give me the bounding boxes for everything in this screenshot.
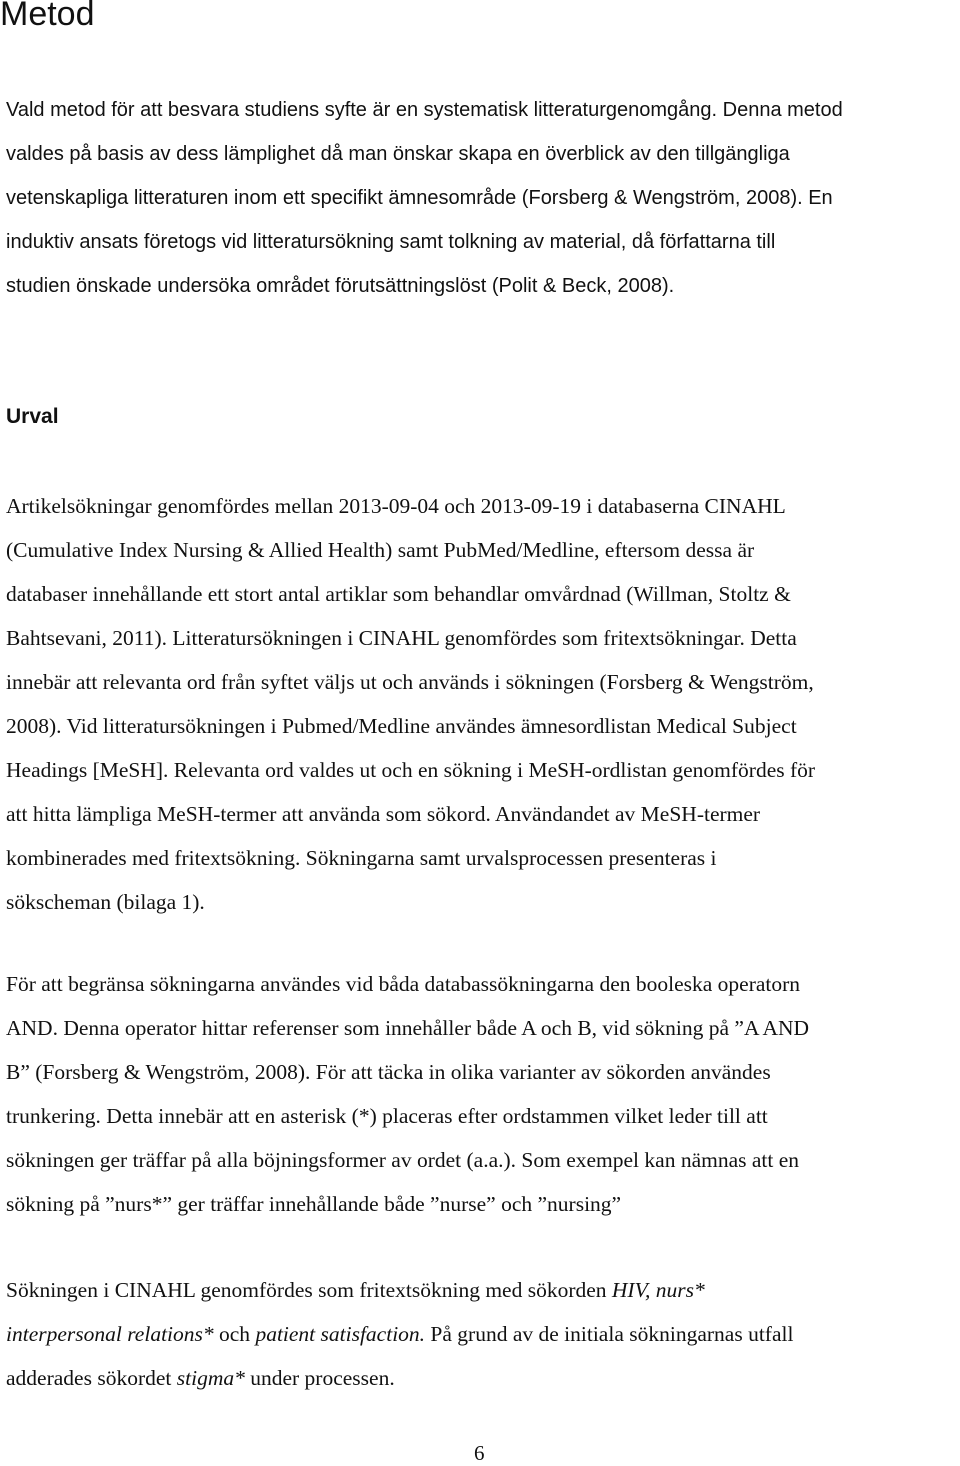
text-run: adderades sökordet [6,1366,177,1390]
text-line [6,1312,958,1356]
text-line: databaser innehållande ett stort antal artiklar som behandlar omvårdnad (Willman, Stoltz & [6,582,791,606]
text-line: trunkering. Detta innebär att en asterisk (*) placeras efter ordstammen vilket leder till att [6,1104,768,1128]
text-line: kombinerades med fritextsökning. Sökningarna samt urvalsprocessen presenteras i [6,846,717,870]
text-line: AND. Denna operator hittar referenser som innehåller både A och B, vid sökning på ”A AND [6,1016,810,1040]
section-heading-metod: Metod [0,0,95,33]
section-heading-urval: Urval [6,405,59,428]
text-line: 2008). Vid litteratursökningen i Pubmed/Medline användes ämnesordlistan Medical Subject [6,714,797,738]
page-number: 6 [474,1441,485,1465]
text-run: under processen. [244,1366,395,1390]
search-terms-italic: HIV, nurs* [611,1278,705,1302]
text-line: valdes på basis av dess lämplighet då man önskar skapa en överblick av den tillgängliga [6,143,790,165]
text-run: Sökningen i CINAHL genomfördes som fritextsökning med sökorden [6,1278,612,1302]
text-line: Headings [MeSH]. Relevanta ord valdes ut och en sökning i MeSH-ordlistan genomfördes för [6,758,816,782]
urval-paragraph-1 [6,484,958,924]
text-line: sökningen ger träffar på alla böjningsformer av ordet (a.a.). Som exempel kan nämnas att en [6,1148,800,1172]
text-run: och [213,1322,256,1346]
text-line [6,1268,958,1312]
text-line: studien önskade undersöka området förutsättningslöst (Polit & Beck, 2008). [6,275,675,297]
text-line: B” (Forsberg & Wengström, 2008). För att täcka in olika varianter av sökorden användes [6,1060,771,1084]
text-line: Artikelsökningar genomfördes mellan 2013-09-04 och 2013-09-19 i databaserna CINAHL [6,494,786,518]
text-line: induktiv ansats företogs vid litteratursökning samt tolkning av material, då författarna till [6,231,776,253]
search-terms-italic: patient satisfaction. [255,1322,426,1346]
text-line: (Cumulative Index Nursing & Allied Health) samt PubMed/Medline, eftersom dessa är [6,538,755,562]
search-terms-italic: stigma* [176,1366,245,1390]
text-line: sökscheman (bilaga 1). [6,890,205,914]
text-line: innebär att relevanta ord från syftet väljs ut och används i sökningen (Forsberg & Wengström, [6,670,814,694]
text-line: Vald metod för att besvara studiens syfte är en systematisk litteraturgenomgång. Denna metod [6,99,843,121]
text-run: På grund av de initiala sökningarnas utfall [425,1322,794,1346]
intro-paragraph [6,88,958,308]
text-line: vetenskapliga litteraturen inom ett specifikt ämnesområde (Forsberg & Wengström, 2008). En [6,187,833,209]
text-line: Bahtsevani, 2011). Litteratursökningen i CINAHL genomfördes som fritextsökningar. Detta [6,626,797,650]
text-line: sökning på ”nurs*” ger träffar innehållande både ”nurse” och ”nursing” [6,1192,622,1216]
urval-paragraph-2 [6,962,958,1226]
urval-paragraph-3 [6,1268,958,1400]
text-line: att hitta lämpliga MeSH-termer att använda som sökord. Användandet av MeSH-termer [6,802,761,826]
text-line [6,1356,958,1400]
search-terms-italic: interpersonal relations* [6,1322,214,1346]
text-line: För att begränsa sökningarna användes vid båda databassökningarna den booleska operatorn [6,972,801,996]
